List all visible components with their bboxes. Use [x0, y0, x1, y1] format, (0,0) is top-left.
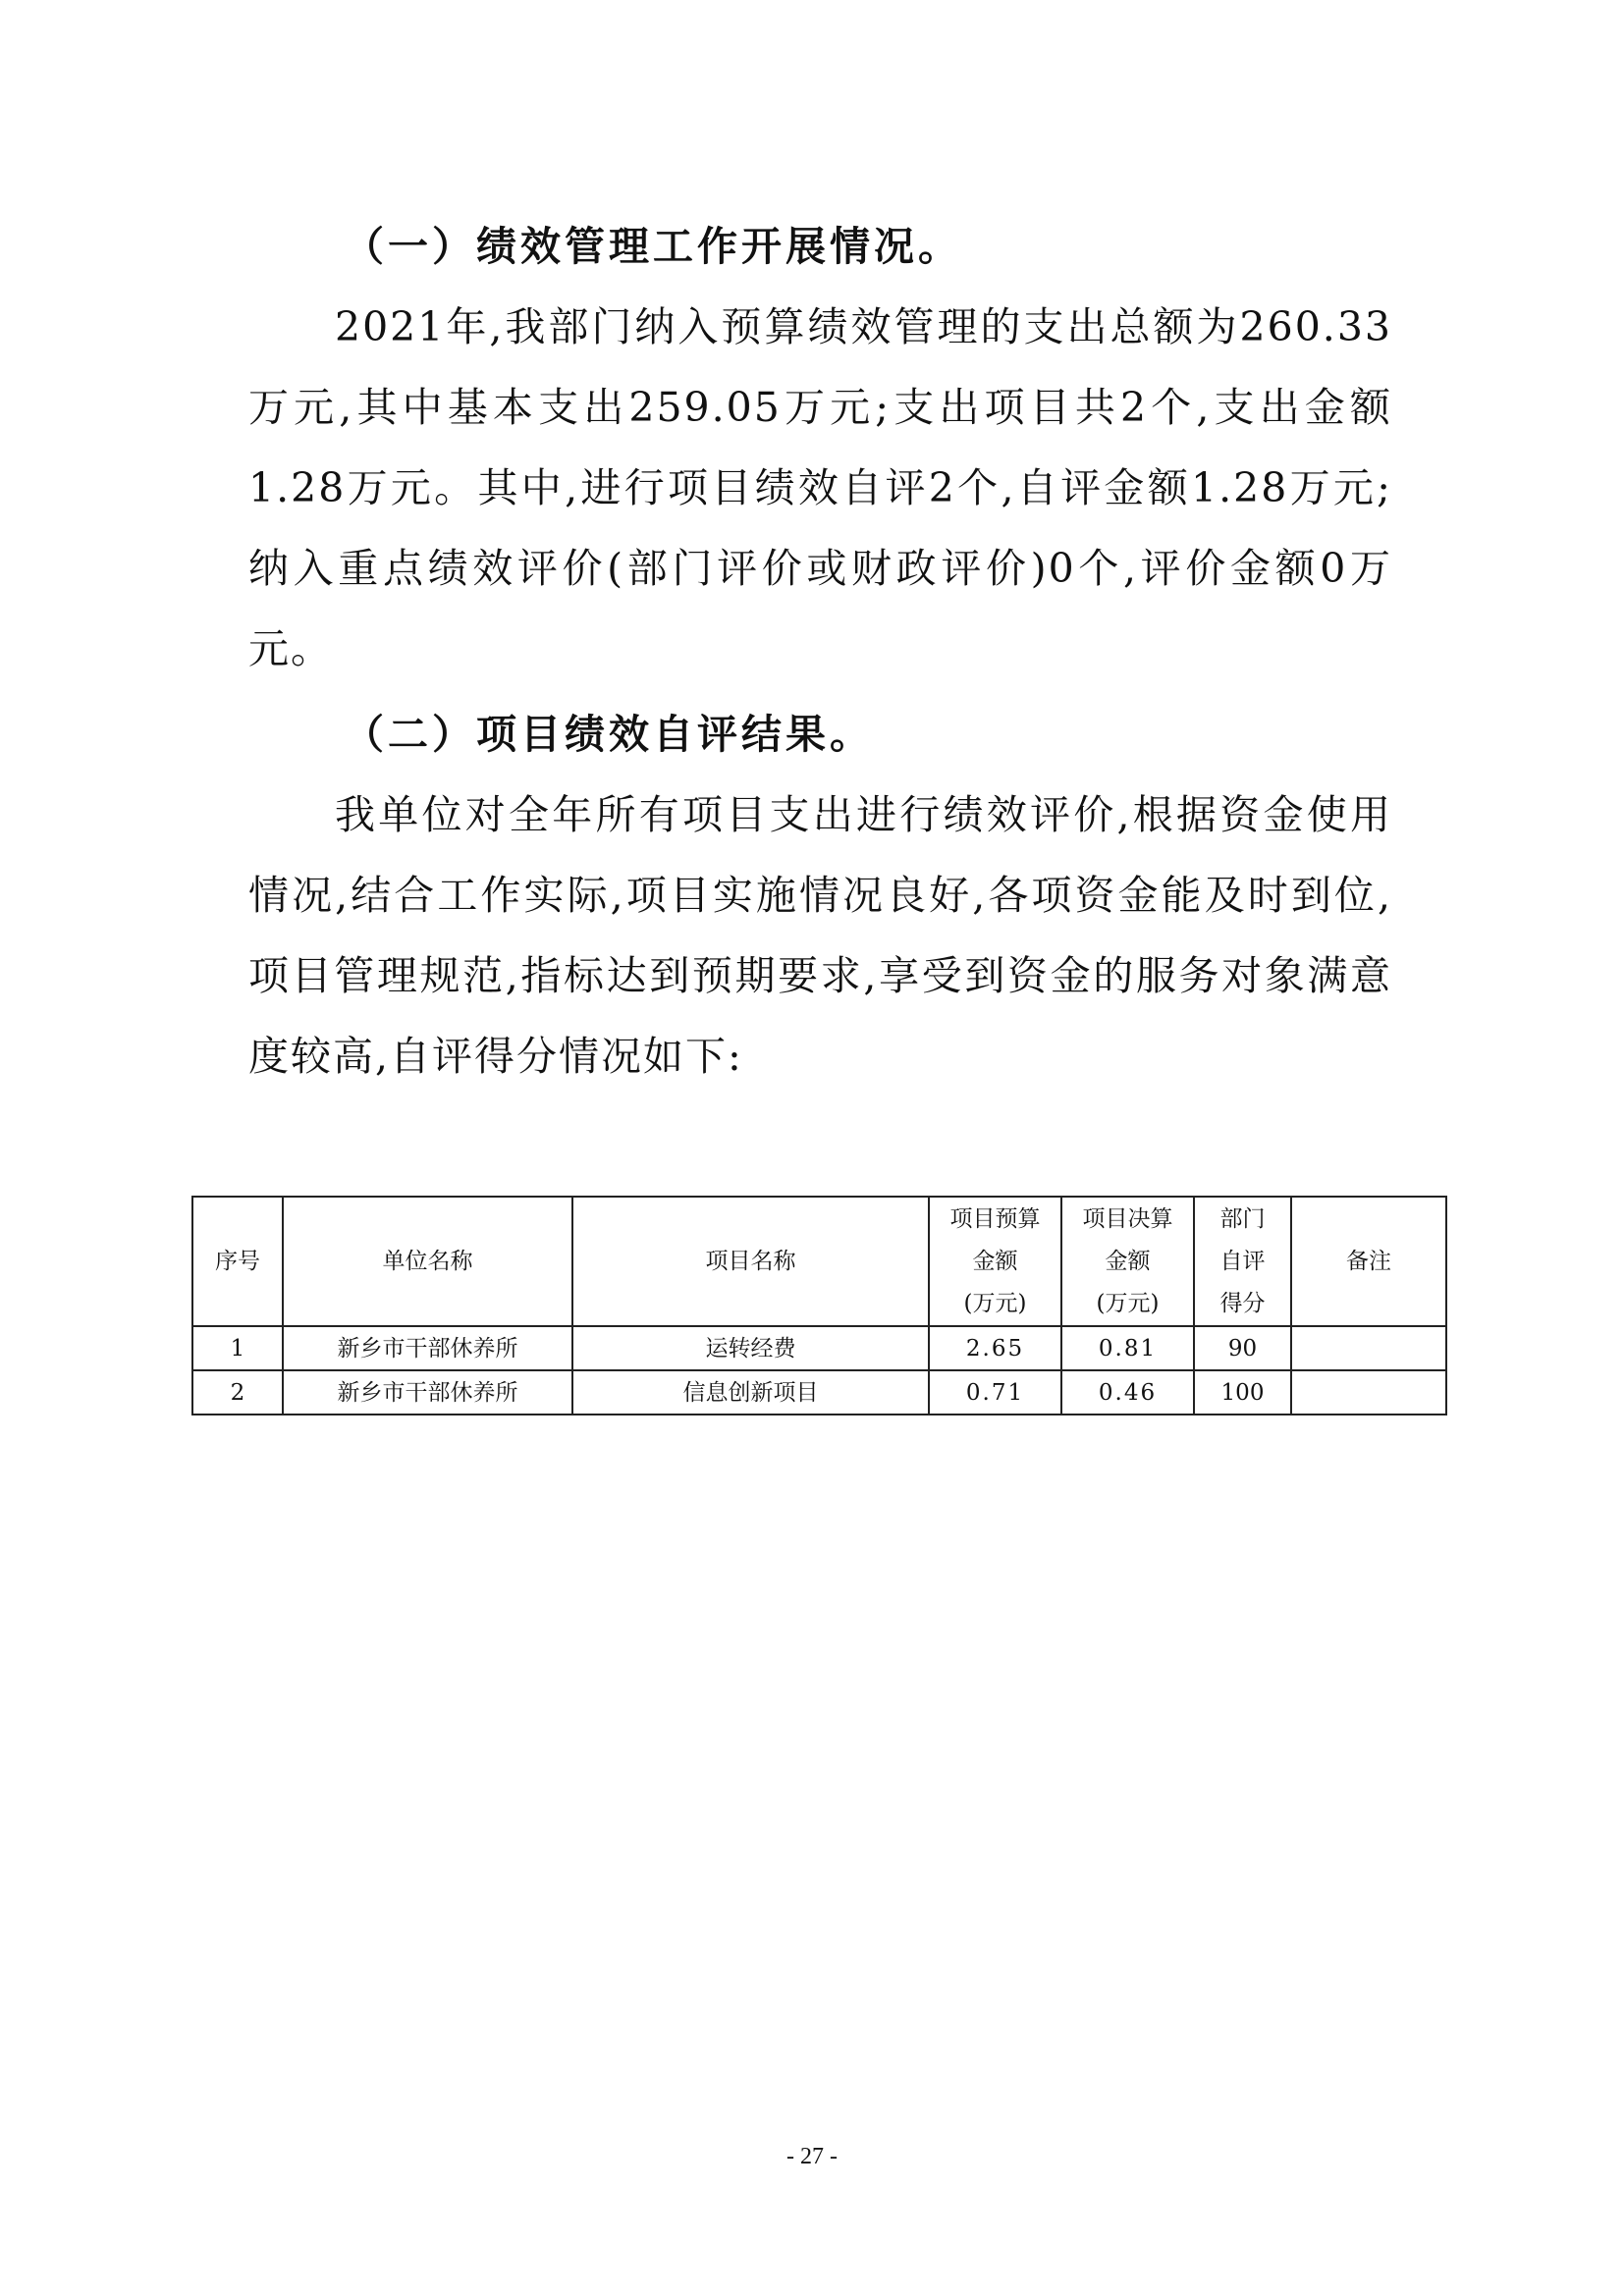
cell-seq: 2: [192, 1370, 283, 1415]
page-number: - 27 -: [786, 2144, 838, 2169]
cell-seq: 1: [192, 1326, 283, 1370]
section-paragraph-1: 2021年,我部门纳入预算绩效管理的支出总额为260.33万元,其中基本支出259.05万元;支出项目共2个,支出金额1.28万元。其中,进行项目绩效自评2个,自评金额1.28万元;纳入重点绩效评价(部门评价或财政评价)0个,评价金额0万元。: [248, 303, 1392, 672]
cell-remark: [1291, 1370, 1446, 1415]
header-final-line1: 项目决算: [1082, 1205, 1173, 1232]
header-budget-line3: (万元): [963, 1290, 1027, 1316]
header-seq: 序号: [192, 1197, 283, 1326]
cell-final: 0.81: [1061, 1326, 1194, 1370]
cell-unit: 新乡市干部休养所: [283, 1326, 572, 1370]
header-budget-line2: 金额: [972, 1248, 1018, 1274]
table-row: [192, 1370, 1446, 1415]
section-paragraph-2: 我单位对全年所有项目支出进行绩效评价,根据资金使用情况,结合工作实际,项目实施情况良好,各项资金能及时到位,项目管理规范,指标达到预期要求,享受到资金的服务对象满意度较高,自评得分情况如下:: [248, 791, 1392, 1080]
cell-project: 运转经费: [572, 1326, 929, 1370]
cell-score: 100: [1194, 1370, 1291, 1415]
cell-project: 信息创新项目: [572, 1370, 929, 1415]
header-score: [1194, 1197, 1291, 1326]
table-header-row: [192, 1197, 1446, 1326]
header-remark: 备注: [1291, 1197, 1446, 1326]
section-heading-2: （二）项目绩效自评结果。: [344, 711, 874, 758]
header-project: 项目名称: [572, 1197, 929, 1326]
header-budget: [929, 1197, 1061, 1326]
header-final: [1061, 1197, 1194, 1326]
section-heading-1: （一）绩效管理工作开展情况。: [344, 223, 962, 270]
cell-unit: 新乡市干部休养所: [283, 1370, 572, 1415]
header-score-line1: 部门: [1219, 1205, 1266, 1232]
header-score-line2: 自评: [1219, 1248, 1266, 1274]
header-score-line3: 得分: [1219, 1290, 1266, 1316]
cell-budget: 2.65: [929, 1326, 1061, 1370]
cell-final: 0.46: [1061, 1370, 1194, 1415]
cell-score: 90: [1194, 1326, 1291, 1370]
table-row: [192, 1326, 1446, 1370]
cell-budget: 0.71: [929, 1370, 1061, 1415]
header-final-line2: 金额: [1105, 1248, 1151, 1274]
header-unit: 单位名称: [283, 1197, 572, 1326]
cell-remark: [1291, 1326, 1446, 1370]
header-final-line3: (万元): [1096, 1290, 1160, 1316]
performance-table: [191, 1196, 1447, 1415]
header-budget-line1: 项目预算: [949, 1205, 1041, 1232]
